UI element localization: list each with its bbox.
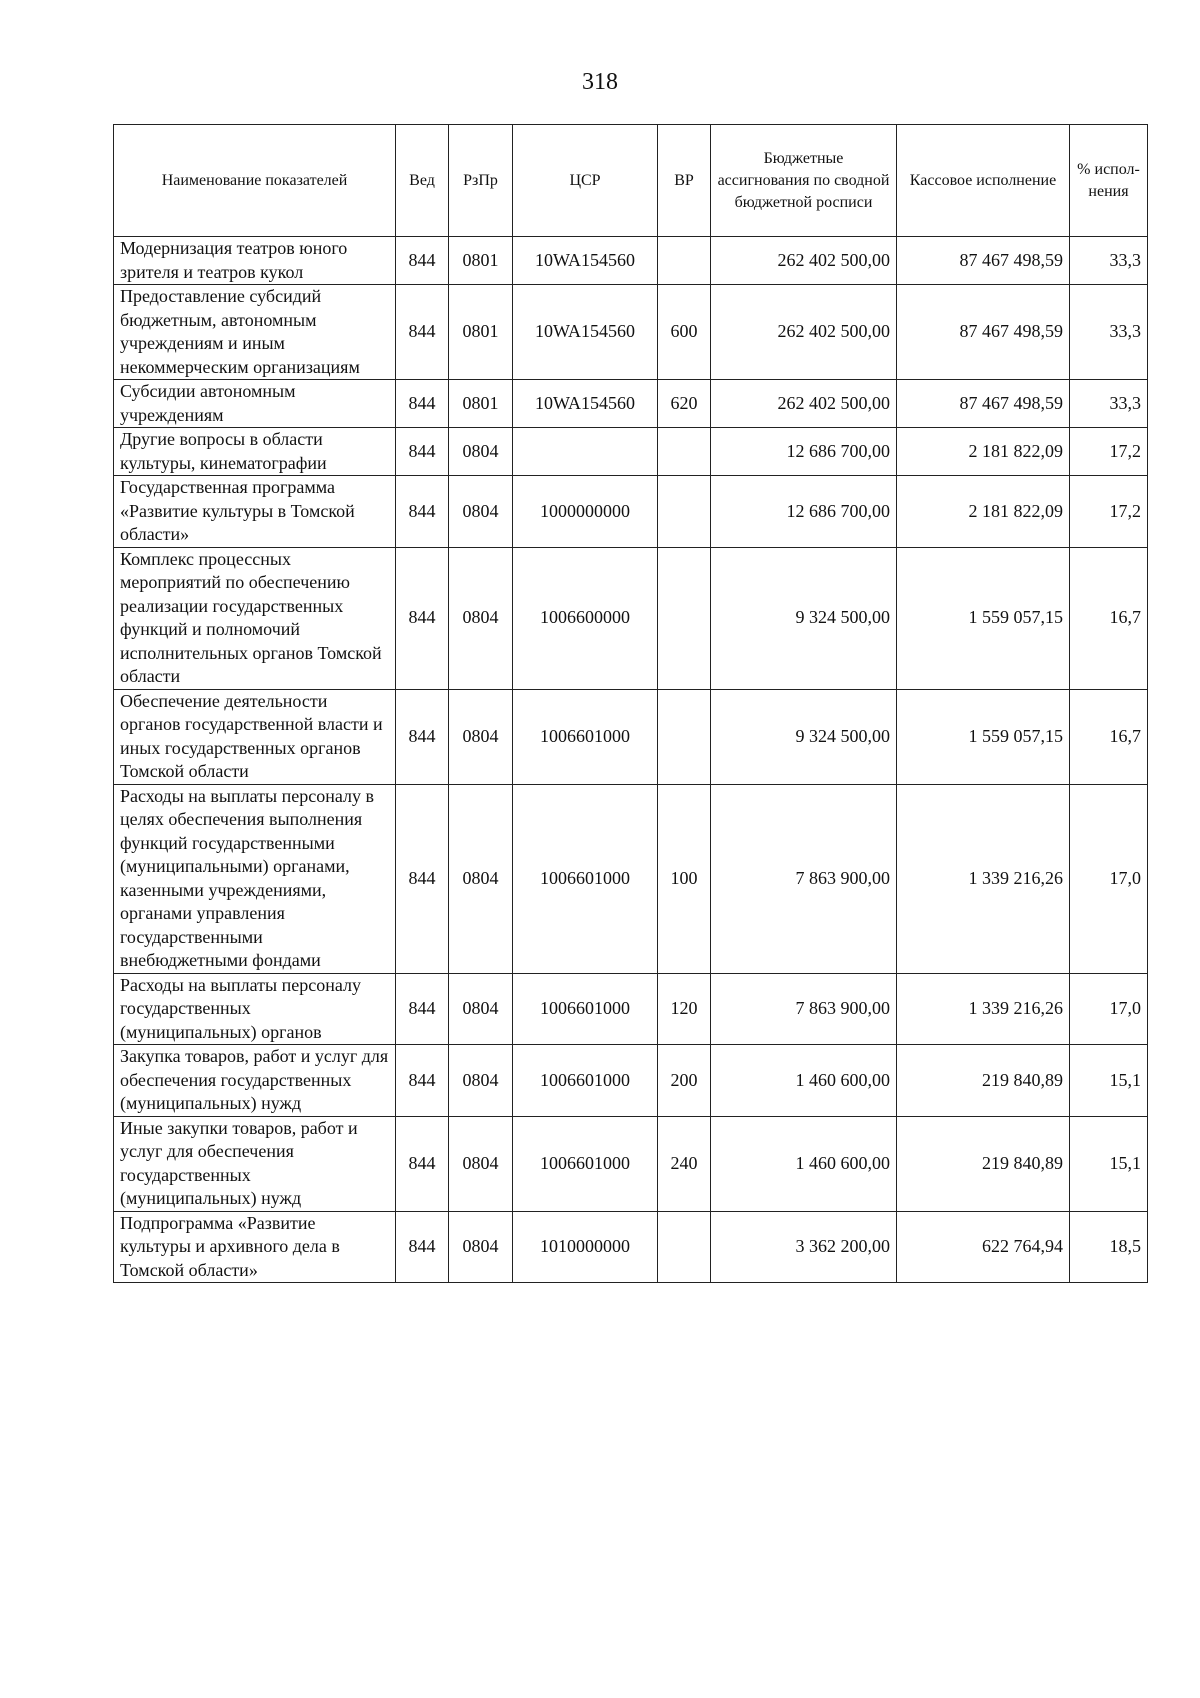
cell-budget: 262 402 500,00 [711, 237, 897, 285]
cell-budget: 7 863 900,00 [711, 973, 897, 1045]
table-row [114, 689, 1148, 784]
cell-budget: 1 460 600,00 [711, 1116, 897, 1211]
cell-cash: 219 840,89 [897, 1116, 1070, 1211]
cell-ved: 844 [396, 285, 449, 380]
cell-rzpr: 0801 [449, 285, 513, 380]
cell-pct: 18,5 [1070, 1211, 1148, 1283]
cell-budget: 262 402 500,00 [711, 380, 897, 428]
cell-vr: 600 [658, 285, 711, 380]
cell-pct: 33,3 [1070, 285, 1148, 380]
cell-pct: 15,1 [1070, 1116, 1148, 1211]
cell-vr: 240 [658, 1116, 711, 1211]
cell-pct: 16,7 [1070, 689, 1148, 784]
cell-name: Расходы на выплаты персоналу в целях обеспечения выполнения функций государственными (муниципальными) органами, казенными учреждениями, органами управления государственными внебюджетными фондами [114, 784, 396, 973]
cell-vr [658, 689, 711, 784]
page-number: 318 [582, 69, 618, 95]
cell-csr: 1006601000 [513, 1116, 658, 1211]
cell-csr: 10WA154560 [513, 380, 658, 428]
cell-rzpr: 0804 [449, 547, 513, 689]
col-header-name: Наименование показателей [114, 125, 396, 237]
cell-budget: 3 362 200,00 [711, 1211, 897, 1283]
cell-vr [658, 428, 711, 476]
cell-rzpr: 0804 [449, 689, 513, 784]
cell-budget: 262 402 500,00 [711, 285, 897, 380]
cell-cash: 622 764,94 [897, 1211, 1070, 1283]
cell-pct: 33,3 [1070, 380, 1148, 428]
cell-csr: 10WA154560 [513, 237, 658, 285]
cell-pct: 16,7 [1070, 547, 1148, 689]
cell-vr [658, 476, 711, 548]
cell-pct: 17,2 [1070, 428, 1148, 476]
cell-ved: 844 [396, 1211, 449, 1283]
cell-budget: 9 324 500,00 [711, 689, 897, 784]
cell-csr: 1006601000 [513, 973, 658, 1045]
cell-vr [658, 237, 711, 285]
cell-pct: 17,2 [1070, 476, 1148, 548]
table-row [114, 1211, 1148, 1283]
cell-cash: 87 467 498,59 [897, 285, 1070, 380]
cell-name: Комплекс процессных мероприятий по обеспечению реализации государственных функций и полномочий исполнительных органов Томской области [114, 547, 396, 689]
cell-name: Подпрограмма «Развитие культуры и архивного дела в Томской области» [114, 1211, 396, 1283]
cell-cash: 87 467 498,59 [897, 380, 1070, 428]
cell-rzpr: 0804 [449, 784, 513, 973]
cell-name: Иные закупки товаров, работ и услуг для обеспечения государственных (муниципальных) нужд [114, 1116, 396, 1211]
cell-name: Обеспечение деятельности органов государственной власти и иных государственных органов Томской области [114, 689, 396, 784]
cell-ved: 844 [396, 380, 449, 428]
budget-table [113, 124, 1148, 1283]
cell-name: Субсидии автономным учреждениям [114, 380, 396, 428]
cell-cash: 87 467 498,59 [897, 237, 1070, 285]
cell-cash: 1 559 057,15 [897, 547, 1070, 689]
cell-ved: 844 [396, 1045, 449, 1117]
cell-cash: 1 339 216,26 [897, 784, 1070, 973]
cell-cash: 1 559 057,15 [897, 689, 1070, 784]
cell-csr: 1006600000 [513, 547, 658, 689]
table-header-row [114, 125, 1148, 237]
table-row [114, 428, 1148, 476]
col-header-vr: ВР [658, 125, 711, 237]
cell-rzpr: 0804 [449, 1211, 513, 1283]
cell-rzpr: 0804 [449, 476, 513, 548]
cell-name: Другие вопросы в области культуры, кинематографии [114, 428, 396, 476]
table-row [114, 547, 1148, 689]
table-row [114, 285, 1148, 380]
cell-vr: 620 [658, 380, 711, 428]
cell-csr: 1010000000 [513, 1211, 658, 1283]
cell-name: Предоставление субсидий бюджетным, автономным учреждениям и иным некоммерческим организациям [114, 285, 396, 380]
col-header-pct: % испол-нения [1070, 125, 1148, 237]
cell-cash: 2 181 822,09 [897, 476, 1070, 548]
cell-cash: 219 840,89 [897, 1045, 1070, 1117]
cell-budget: 9 324 500,00 [711, 547, 897, 689]
cell-name: Государственная программа «Развитие культуры в Томской области» [114, 476, 396, 548]
cell-vr [658, 547, 711, 689]
cell-csr: 1006601000 [513, 689, 658, 784]
cell-ved: 844 [396, 689, 449, 784]
col-header-budget: Бюджетные ассигнования по сводной бюджетной росписи [711, 125, 897, 237]
cell-csr: 1006601000 [513, 784, 658, 973]
col-header-csr: ЦСР [513, 125, 658, 237]
cell-rzpr: 0801 [449, 237, 513, 285]
cell-pct: 17,0 [1070, 784, 1148, 973]
cell-cash: 1 339 216,26 [897, 973, 1070, 1045]
cell-ved: 844 [396, 973, 449, 1045]
cell-budget: 7 863 900,00 [711, 784, 897, 973]
cell-budget: 12 686 700,00 [711, 428, 897, 476]
cell-ved: 844 [396, 547, 449, 689]
cell-csr [513, 428, 658, 476]
cell-ved: 844 [396, 1116, 449, 1211]
col-header-cash: Кассовое исполнение [897, 125, 1070, 237]
cell-ved: 844 [396, 476, 449, 548]
table-row [114, 784, 1148, 973]
table-row [114, 1045, 1148, 1117]
cell-vr: 120 [658, 973, 711, 1045]
cell-budget: 12 686 700,00 [711, 476, 897, 548]
table-row [114, 973, 1148, 1045]
cell-pct: 33,3 [1070, 237, 1148, 285]
cell-vr [658, 1211, 711, 1283]
table-row [114, 1116, 1148, 1211]
cell-pct: 15,1 [1070, 1045, 1148, 1117]
cell-csr: 1000000000 [513, 476, 658, 548]
table-row [114, 237, 1148, 285]
cell-ved: 844 [396, 428, 449, 476]
cell-rzpr: 0804 [449, 1116, 513, 1211]
cell-name: Закупка товаров, работ и услуг для обеспечения государственных (муниципальных) нужд [114, 1045, 396, 1117]
cell-rzpr: 0804 [449, 1045, 513, 1117]
cell-ved: 844 [396, 784, 449, 973]
cell-name: Модернизация театров юного зрителя и театров кукол [114, 237, 396, 285]
cell-budget: 1 460 600,00 [711, 1045, 897, 1117]
col-header-rzpr: РзПр [449, 125, 513, 237]
cell-rzpr: 0804 [449, 973, 513, 1045]
table-row [114, 476, 1148, 548]
cell-pct: 17,0 [1070, 973, 1148, 1045]
cell-vr: 100 [658, 784, 711, 973]
cell-rzpr: 0804 [449, 428, 513, 476]
cell-csr: 1006601000 [513, 1045, 658, 1117]
cell-rzpr: 0801 [449, 380, 513, 428]
cell-vr: 200 [658, 1045, 711, 1117]
col-header-ved: Вед [396, 125, 449, 237]
cell-name: Расходы на выплаты персоналу государственных (муниципальных) органов [114, 973, 396, 1045]
cell-csr: 10WA154560 [513, 285, 658, 380]
cell-cash: 2 181 822,09 [897, 428, 1070, 476]
table-row [114, 380, 1148, 428]
cell-ved: 844 [396, 237, 449, 285]
